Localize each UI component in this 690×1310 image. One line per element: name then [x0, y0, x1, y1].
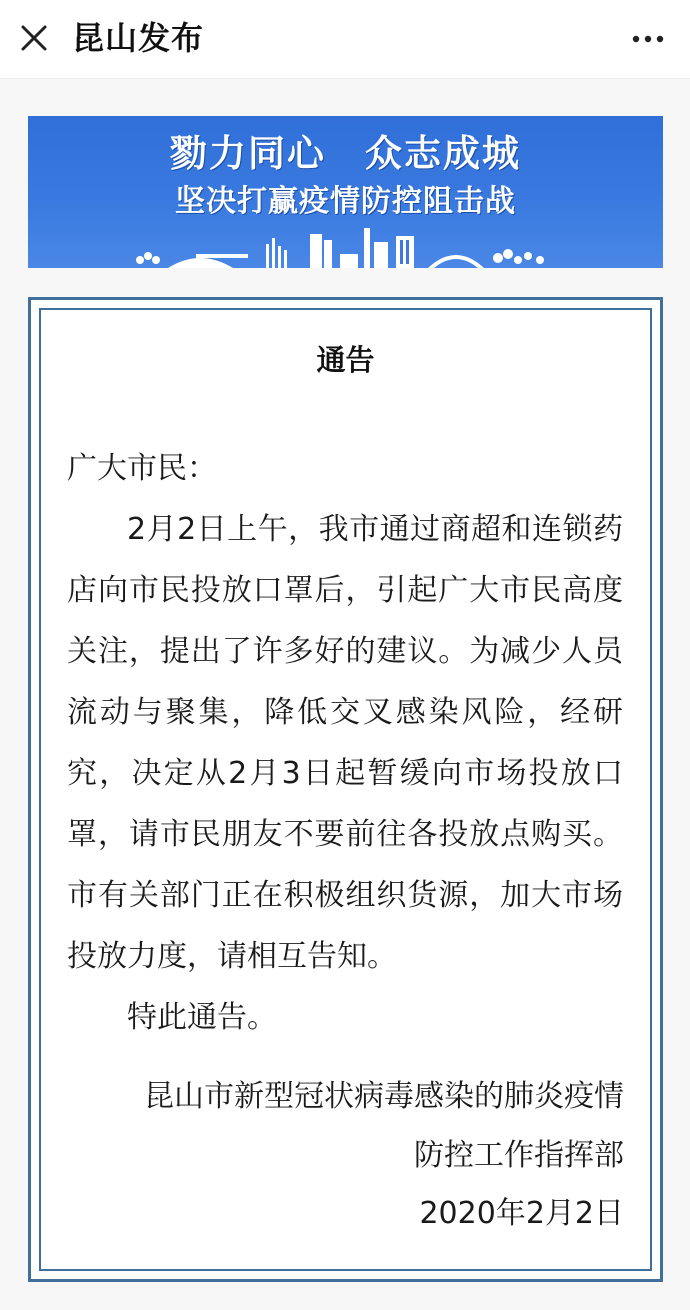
article-content	[0, 79, 690, 1310]
notice-paragraph-closing: 特此通告。	[127, 1000, 277, 1035]
notice-body	[67, 438, 623, 1048]
notice-salutation: 广大市民：	[67, 451, 217, 486]
signature-department: 防控工作指挥部	[414, 1138, 624, 1173]
top-nav-bar	[0, 0, 690, 79]
notice-title: 通告	[316, 343, 375, 377]
signature-organization: 昆山市新型冠状病毒感染的肺炎疫情	[144, 1079, 624, 1114]
city-skyline-illustration	[28, 224, 663, 268]
signature-date: 2020年2月2日	[419, 1196, 624, 1231]
close-button[interactable]	[14, 18, 54, 58]
header-banner	[28, 116, 663, 268]
notice-frame	[28, 297, 663, 1282]
notice-paragraph-main: 2月2日上午，我市通过商超和连锁药店向市民投放口罩后，引起广大市民高度关注，提出了许多好的建议。为减少人员流动与聚集，降低交叉感染风险，经研究，决定从2月3日起暂缓向市场投放口罩，请市民朋友不要前往各投放点购买。市有关部门正在积极组织货源，加大市场投放力度，请相互告知。	[67, 512, 623, 974]
notice-inner-frame	[39, 308, 652, 1271]
banner-subtitle: 坚决打赢疫情防控阻击战	[175, 184, 516, 219]
page-title: 昆山发布	[72, 19, 205, 57]
close-icon	[14, 18, 54, 58]
more-button[interactable]	[628, 26, 668, 52]
banner-slogan: 勠力同心 众志成城	[170, 131, 521, 175]
more-horizontal-icon	[628, 26, 668, 52]
